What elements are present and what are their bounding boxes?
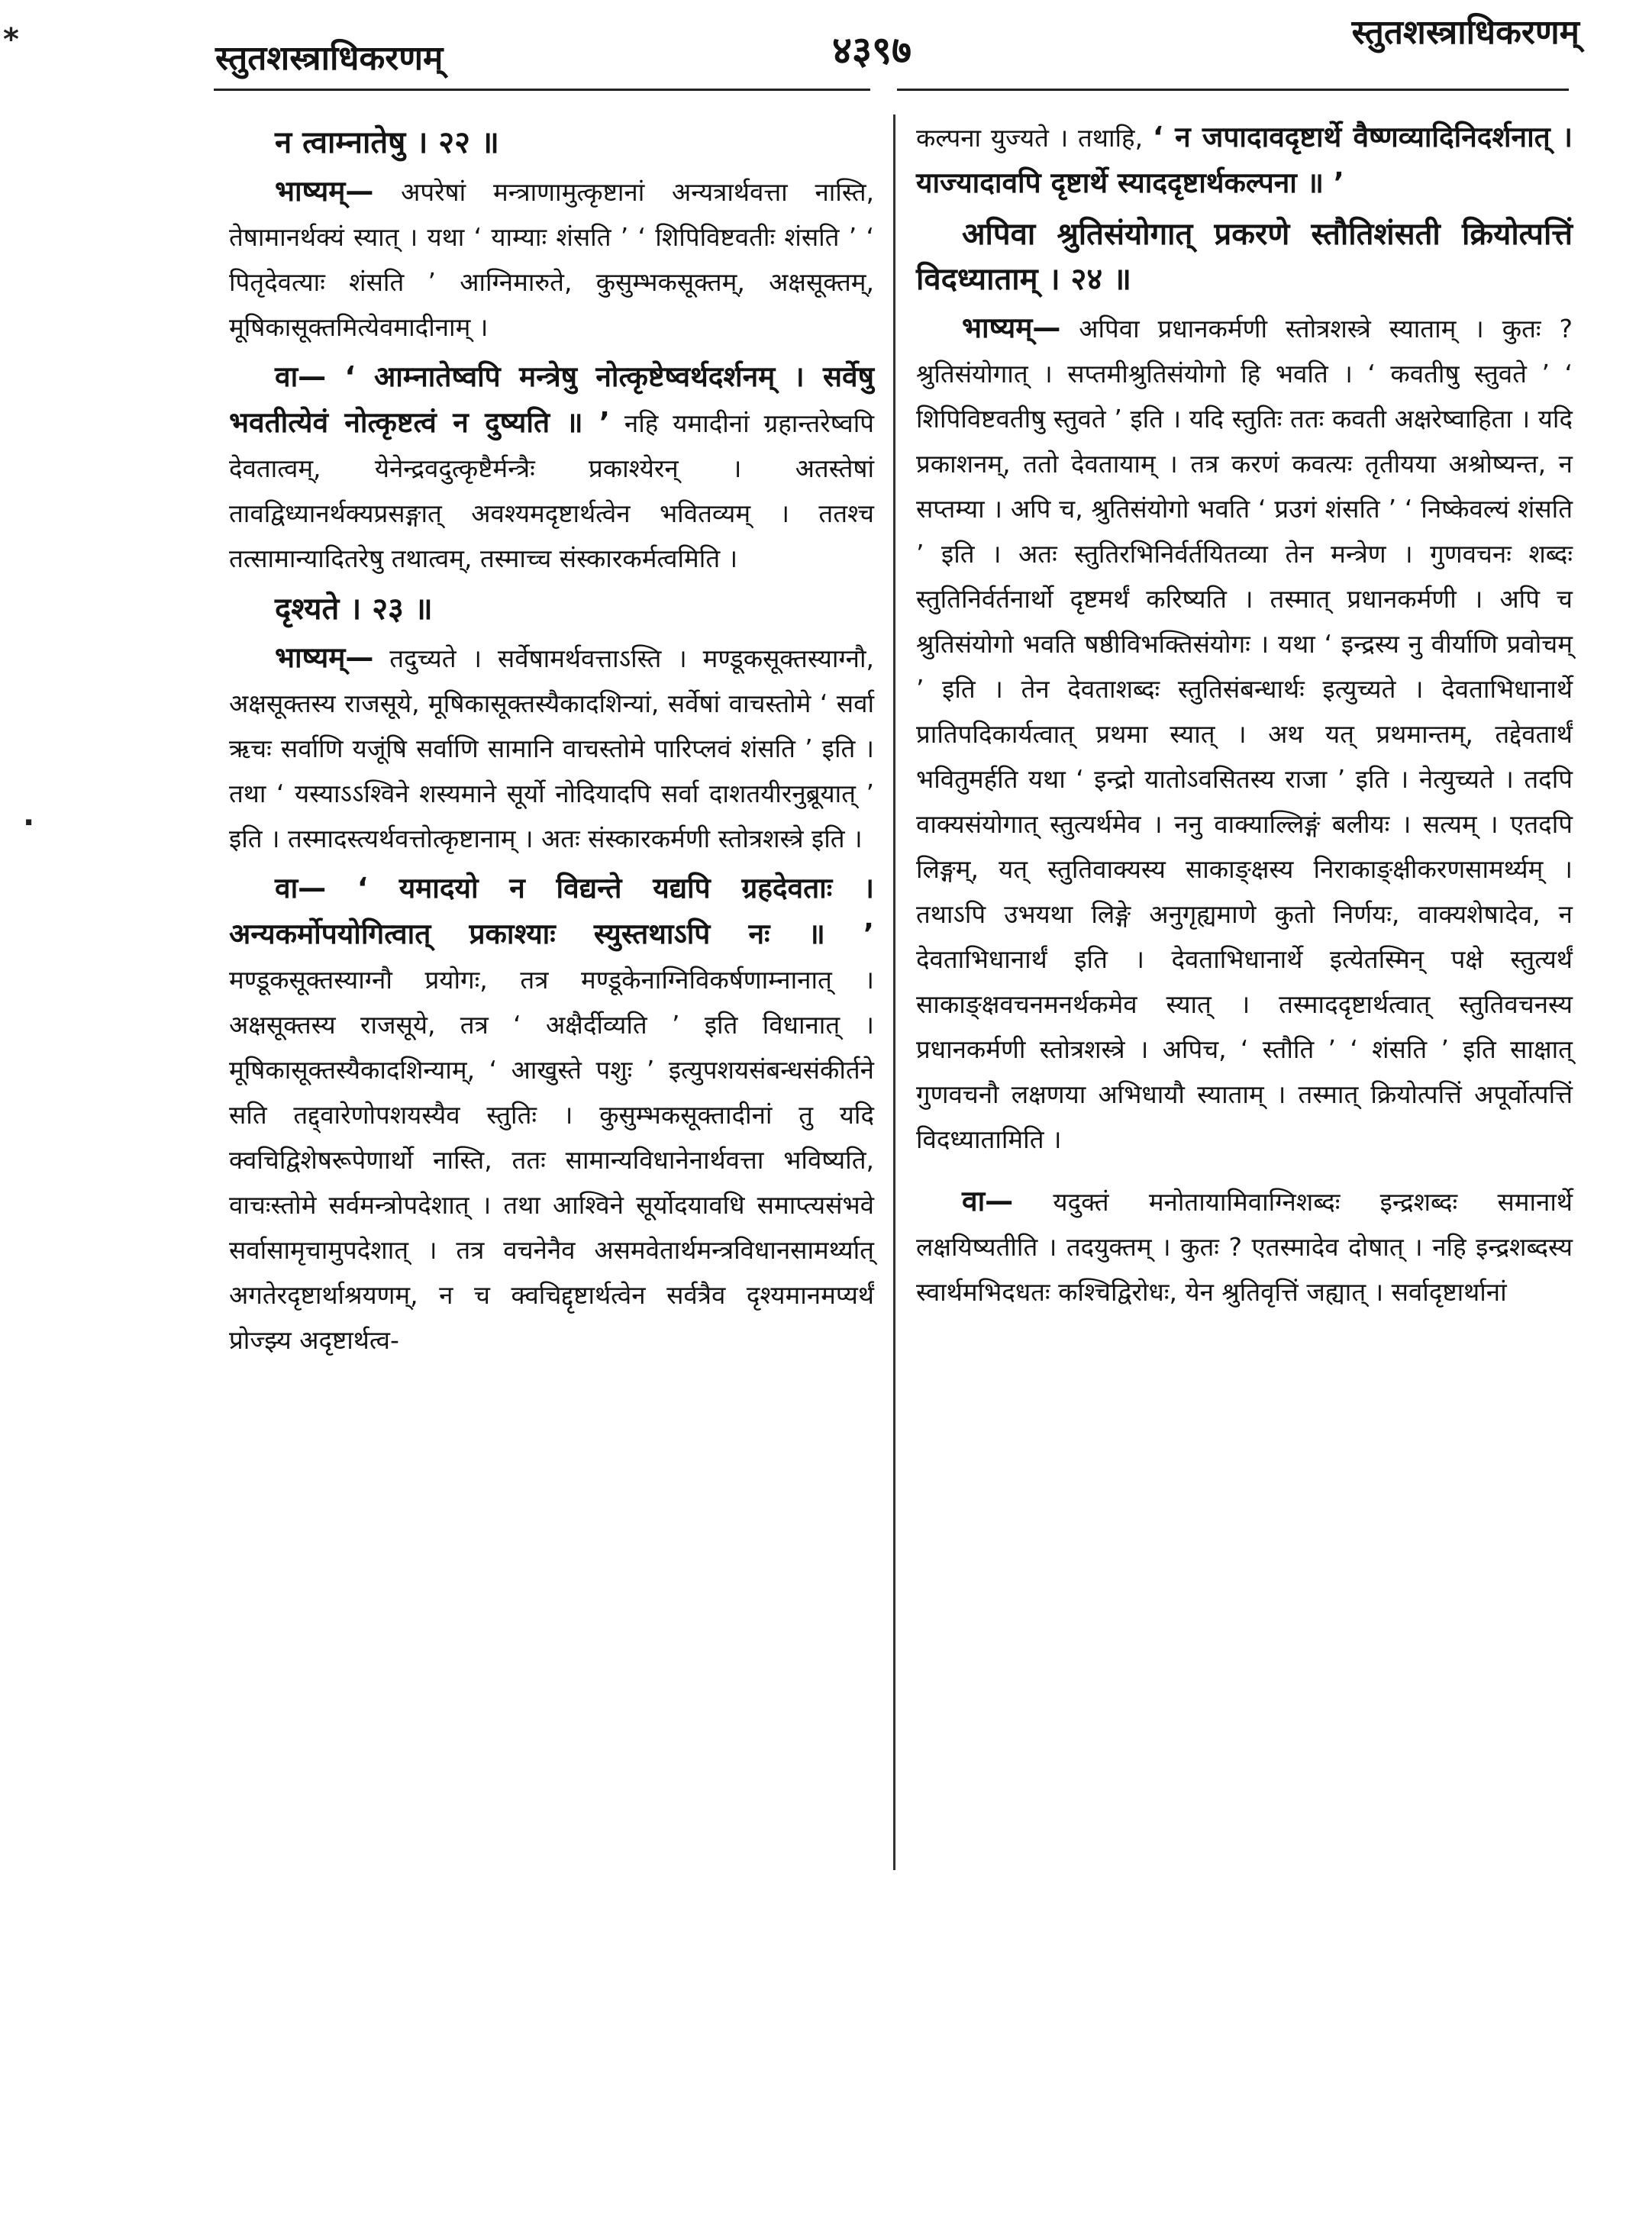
page-header (0, 0, 1652, 84)
vartika-comment: मण्डूकसूक्तस्याग्नौ प्रयोगः, तत्र मण्डूकेनाग्निविकर्षणाम्नानात् । अक्षसूक्तस्य राजसूये, तत्र ‘ अक्षैर्दीव्यति ’ इति विधानात् । मूषिकासूक्तस्यैकादशिन्याम्, ‘ आखुस्ते पशुः ’ इत्युपशयसंबन्धसंकीर्तने सति तद्द्वारेणोपशयस्यैव स्तुतिः । कुसुम्भकसूक्तादीनां तु यदि क्वचिद्विशेषरूपेणार्थो नास्ति, ततः सामान्यविधानेनार्थवत्ता भविष्यति, वाचःस्तोमे सर्वमन्त्रोपदेशात् । तथा आश्विने सूर्योदयावधि समाप्त्यसंभवे सर्वासामृचामुपदेशात् । तत्र वचनेनैव असमवेतार्थमन्त्रविधानसामर्थ्यात् अगतेरदृष्टार्थाश्रयणम्, न च क्वचिद्दृष्टार्थत्वेन सर्वत्रैव दृश्यमानमप्यर्थं प्रोज्झ्य अदृष्टार्थत्व- (229, 965, 874, 1355)
left-column (229, 114, 874, 1363)
bhashya-23 (229, 635, 874, 861)
vartika-text: यदुक्तं मनोतायामिवाग्निशब्दः इन्द्रशब्दः समानार्थे लक्षयिष्यतीति । तदयुक्तम् । कुतः ? एतस्मादेव दोषात् । नहि इन्द्रशब्दस्य स्वार्थमभिदधतः कश्चिद्विरोधः, येन श्रुतिवृत्तिं जह्यात् । सर्वादृष्टार्थानां (916, 1187, 1573, 1307)
bhashya-text: तदुच्यते । सर्वेषामर्थवत्ताऽस्ति । मण्डूकसूक्तस्याग्नौ, अक्षसूक्तस्य राजसूये, मूषिकासूक्तस्यैकादशिन्यां, सर्वेषां वाचस्तोमे ‘ सर्वा ऋचः सर्वाणि यजूंषि सर्वाणि सामानि वाचस्तोमे पारिप्लवं शंसति ’ इति । तथा ‘ यस्याऽऽश्विने शस्यमाने सूर्यो नोदियादपि सर्वा दाशतयीरनुब्रूयात् ’ इति । तस्मादस्त्यर्थवत्तोत्कृष्टानाम् । अतः संस्कारकर्मणी स्तोत्रशस्त्रे इति । (229, 643, 874, 853)
column-divider (893, 114, 895, 1870)
bhashya-label: भाष्यम्— (275, 175, 374, 208)
quoted-verse: ‘ न जपादावदृष्टार्थे वैष्णव्यादिनिदर्शनात् । याज्यादावपि दृष्टार्थे स्याददृष्टार्थकल्पना ॥ ’ (916, 121, 1573, 199)
bhashya-label: भाष्यम्— (962, 311, 1061, 344)
vartika-b (229, 866, 874, 1363)
continuation-paragraph (916, 114, 1573, 206)
margin-mark: · (23, 805, 35, 840)
vartika-label: वा— (275, 360, 327, 393)
sutra-22: न त्वाम्नातेषु । २२ ॥ (275, 125, 499, 160)
vartika-label: वा— (275, 872, 327, 905)
vartika-label: वा— (962, 1185, 1014, 1217)
page-number: ४३९७ (832, 28, 912, 73)
header-rule-right (897, 89, 1569, 91)
right-column (916, 114, 1573, 1314)
vartika-comment: नहि यमादीनां ग्रहान्तरेष्वपि देवतात्वम्, येनेन्द्रवदुत्कृष्टैर्मन्त्रैः प्रकाश्येरन् । अतस्तेषां तावद्विध्यानर्थक्यप्रसङ्गात् अवश्यमदृष्टार्थत्वेन भवितव्यम् । ततश्च तत्सामान्यादितरेषु तथात्वम्, तस्माच्च संस्कारकर्मत्वमिति । (229, 408, 874, 573)
running-title-right: स्तुतशस्त्राधिकरणम् (1351, 13, 1579, 52)
bhashya-22 (229, 169, 874, 350)
bhashya-text: अपिवा प्रधानकर्मणी स्तोत्रशस्त्रे स्याताम् । कुतः ? श्रुतिसंयोगात् । सप्तमीश्रुतिसंयोगो हि भवति । ‘ कवतीषु स्तुवते ’ ‘ शिपिविष्टवतीषु स्तुवते ’ इति । यदि स्तुतिः ततः कवती अक्षरेष्वाहिता । यदि प्रकाशनम्, ततो देवतायाम् । तत्र करणं कवत्यः तृतीयया अश्रोष्यन्त, न सप्तम्या । अपि च, श्रुतिसंयोगो भवति ‘ प्रउगं शंसति ’ ‘ निष्केवल्यं शंसति ’ इति । अतः स्तुतिरभिनिर्वर्तयितव्या तेन मन्त्रेण । गुणवचनः शब्दः स्तुतिनिर्वर्तनार्थो दृष्टमर्थं करिष्यति । तस्मात् प्रधानकर्मणी । अपि च श्रुतिसंयोगो भवति षष्ठीविभक्तिसंयोगः । यथा ‘ इन्द्रस्य नु वीर्याणि प्रवोचम् ’ इति । तेन देवताशब्दः स्तुतिसंबन्धार्थः इत्युच्यते । देवताभिधानार्थे प्रातिपदिकार्यत्वात् प्रथमा स्यात् । अथ यत् प्रथमान्तम्, तद्देवतार्थं भवितुमर्हति यथा ‘ इन्द्रो यातोऽवसितस्य राजा ’ इति । नेत्युच्यते । तदपि वाक्यसंयोगात् स्तुत्यर्थमेव । ननु वाक्याल्लिङ्गं बलीयः । सत्यम् । एतदपि लिङ्गम्, यत् स्तुतिवाक्यस्य साकाङ्क्षस्य निराकाङ्क्षीकरणसामर्थ्यम् । तथाऽपि उभयथा लिङ्गे अनुगृह्यमाणे कुतो निर्णयः, वाक्यशेषादेव, न देवताभिधानार्थं इति । देवताभिधानार्थे इत्येतस्मिन् पक्षे स्तुत्यर्थं साकाङ्क्षवचनमनर्थकमेव स्यात् । तस्माददृष्टार्थत्वात् स्तुतिवचनस्य प्रधानकर्मणी स्तोत्रशस्त्रे । अपिच, ‘ स्तौति ’ ‘ शंसति ’ इति साक्षात् गुणवचनौ लक्षणया अभिधायौ स्याताम् । तस्मात् क्रियोत्पत्तिं अपूर्वोत्पत्तिं विदध्यातामिति । (916, 314, 1573, 1154)
continuation-text: कल्पना युज्यते । तथाहि, (916, 123, 1153, 153)
margin-mark: ⁎ (3, 14, 19, 49)
header-rule-left (214, 89, 870, 91)
vartika-c (916, 1179, 1573, 1314)
vartika-a (229, 354, 874, 581)
bhashya-label: भाष्यम्— (275, 641, 374, 674)
running-title-left: स्तुतशस्त्राधिकरणम् (215, 39, 444, 78)
bhashya-text: अपरेषां मन्त्राणामुत्कृष्टानां अन्यत्रार्थवत्ता नास्ति, तेषामानर्थक्यं स्यात् । यथा ‘ याम्याः शंसति ’ ‘ शिपिविष्टवतीः शंसति ’ ‘ पितृदेवत्याः शंसति ’ आग्निमारुते, कुसुम्भकसूक्तम्, अक्षसूक्तम्, मूषिकासूक्तमित्येवमादीनाम् । (229, 177, 875, 342)
sutra-23: दृश्यते । २३ ॥ (275, 592, 433, 627)
vartika-verse: ‘ यमादयो न विद्यन्ते यद्यपि ग्रहदेवताः । अन्यकर्मोपयोगित्वात् प्रकाश्याः स्युस्तथाऽपि नः ॥ ’ (229, 872, 874, 950)
vartika-verse: ‘ आम्नातेष्वपि मन्त्रेषु नोत्कृष्टेष्वर्थदर्शनम् । सर्वेषु भवतीत्येवं नोत्कृष्टत्वं न दुष्यति ॥ ’ (229, 360, 874, 439)
sutra-24: अपिवा श्रुतिसंयोगात् प्रकरणे स्तौतिशंसती क्रियोत्पत्तिं विदध्याताम् । २४ ॥ (916, 217, 1573, 297)
bhashya-24 (916, 305, 1573, 1162)
